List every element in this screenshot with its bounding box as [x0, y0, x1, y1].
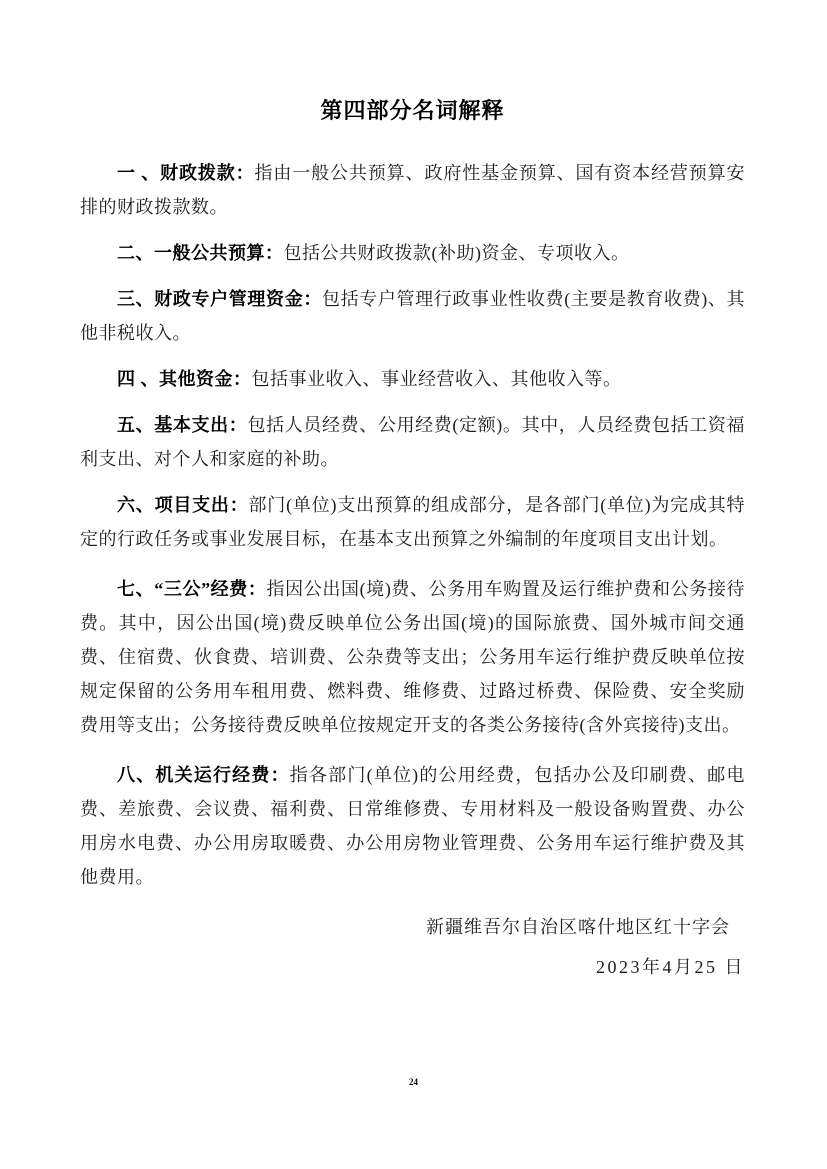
term-definition: 包括公共财政拨款(补助)资金、专项收入。	[283, 243, 630, 263]
term-definition: 包括专户管理行政事业性收费(主要是教育收费)、其他非税收入。	[80, 289, 745, 343]
term-definition: 包括事业收入、事业经营收入、其他收入等。	[251, 369, 622, 389]
term-definition: 部门(单位)支出预算的组成部分，是各部门(单位)为完成其特定的行政任务或事业发展目标，在基本支出预算之外编制的年度项目支出计划。	[80, 495, 746, 549]
term-definition: 指因公出国(境)费、公务用车购置及运行维护费和公务接待费。其中，因公出国(境)费反映单位公务出国(境)的国际旅费、国外城市间交通费、住宿费、伙食费、培训费、公杂费等支出；公务用车运行维护费反映单位按规定保留的公务用车租用费、燃料费、维修费、过路过桥费、保险费、安全奖励费用等支出；公务接待费反映单位按规定开支的各类公务接待(含外宾接待)支出。	[80, 579, 745, 735]
definition-paragraph-5	[80, 408, 745, 476]
term-label: 六、项目支出：	[117, 495, 249, 515]
definition-paragraph-7	[80, 572, 745, 742]
term-label: 一 、财政拨款：	[117, 163, 255, 183]
term-definition: 指各部门(单位)的公用经费，包括办公及印刷费、邮电费、差旅费、会议费、福利费、日常维修费、专用材料及一般设备购置费、办公用房水电费、办公用房取暖费、办公用房物业管理费、公务用车运行维护费及其他费用。	[80, 765, 745, 887]
term-label: 七、“三公”经费：	[117, 579, 267, 599]
page-title: 第四部分名词解释	[320, 98, 505, 123]
page-number: 24	[409, 1077, 418, 1087]
date-line: 2023年4月25 日	[596, 957, 745, 977]
term-definition: 包括人员经费、公用经费(定额)。其中，人员经费包括工资福利支出、对个人和家庭的补助。	[80, 415, 745, 469]
term-label: 五、基本支出：	[117, 415, 248, 435]
definition-paragraph-4	[80, 362, 745, 396]
term-label: 三、财政专户管理资金：	[117, 289, 322, 309]
definition-paragraph-8	[80, 758, 745, 894]
term-label: 四 、其他资金：	[117, 369, 252, 389]
definition-paragraph-1	[80, 156, 745, 224]
term-label: 八、机关运行经费：	[117, 765, 290, 785]
signature-line: 新疆维吾尔自治区喀什地区红十字会	[426, 917, 730, 937]
definition-paragraph-6	[80, 488, 745, 556]
term-definition: 指由一般公共预算、政府性基金预算、国有资本经营预算安排的财政拨款数。	[80, 163, 745, 217]
definition-paragraph-3	[80, 282, 745, 350]
term-label: 二、一般公共预算：	[117, 243, 284, 263]
definition-paragraph-2	[80, 236, 745, 270]
